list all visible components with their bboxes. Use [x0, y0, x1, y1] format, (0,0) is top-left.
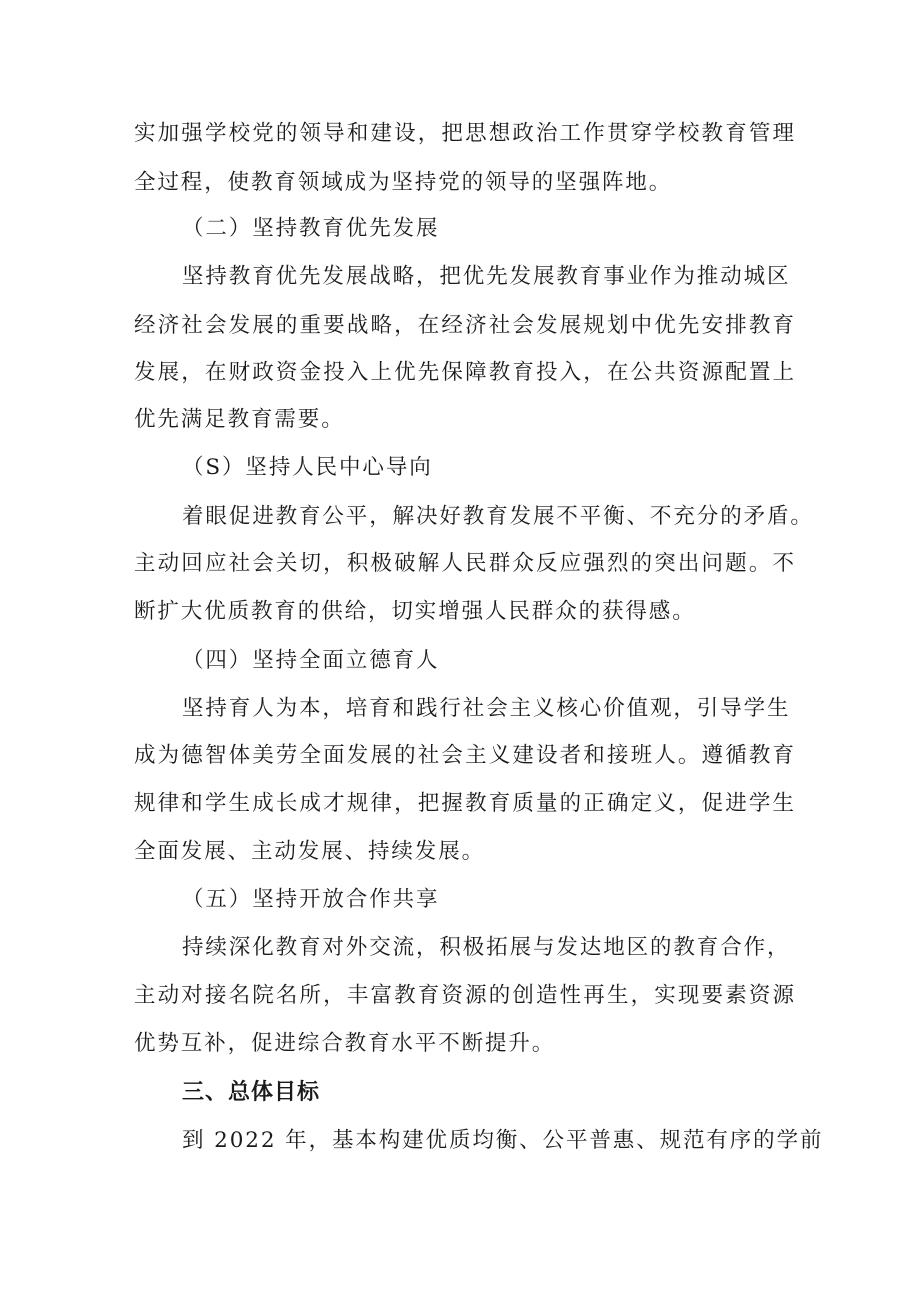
paragraph-line: 发展，在财政资金投入上优先保障教育投入，在公共资源配置上 — [134, 360, 794, 385]
subsection-heading: （四）坚持全面立德育人 — [182, 648, 440, 673]
subsection-heading: （二）坚持教育优先发展 — [182, 216, 440, 241]
section-heading: 三、总体目标 — [182, 1080, 321, 1105]
paragraph-line: 坚持育人为本，培育和践行社会主义核心价值观，引导学生 — [182, 696, 791, 721]
paragraph-line: 到 2022 年，基本构建优质均衡、公平普惠、规范有序的学前 — [182, 1128, 824, 1153]
paragraph-line: 坚持教育优先发展战略，把优先发展教育事业作为推动城区 — [182, 264, 791, 289]
paragraph-line: 主动对接名院名所，丰富教育资源的创造性再生，实现要素资源 — [134, 983, 794, 1008]
paragraph-line: 成为德智体美劳全面发展的社会主义建设者和接班人。遵循教育 — [134, 743, 794, 768]
paragraph-line: 持续深化教育对外交流，积极拓展与发达地区的教育合作， — [182, 935, 791, 960]
subsection-heading: （S）坚持人民中心导向 — [182, 455, 433, 480]
paragraph-line: 着眼促进教育公平，解决好教育发展不平衡、不充分的矛盾。 — [182, 504, 814, 529]
paragraph-line: 优势互补，促进综合教育水平不断提升。 — [134, 1031, 556, 1056]
paragraph-line: 全面发展、主动发展、持续发展。 — [134, 839, 486, 864]
paragraph-line: 断扩大优质教育的供给，切实增强人民群众的获得感。 — [134, 599, 696, 624]
paragraph-line: 优先满足教育需要。 — [134, 407, 345, 432]
paragraph-line: 主动回应社会关切，积极破解人民群众反应强烈的突出问题。不 — [134, 551, 794, 576]
paragraph-line: 实加强学校党的领导和建设，把思想政治工作贯穿学校教育管理 — [134, 121, 794, 146]
subsection-heading: （五）坚持开放合作共享 — [182, 887, 440, 912]
paragraph-line: 经济社会发展的重要战略，在经济社会发展规划中优先安排教育 — [134, 313, 794, 338]
paragraph-line: 规律和学生成长成才规律，把握教育质量的正确定义，促进学生 — [134, 791, 794, 816]
paragraph-line: 全过程，使教育领域成为坚持党的领导的坚强阵地。 — [134, 170, 673, 195]
